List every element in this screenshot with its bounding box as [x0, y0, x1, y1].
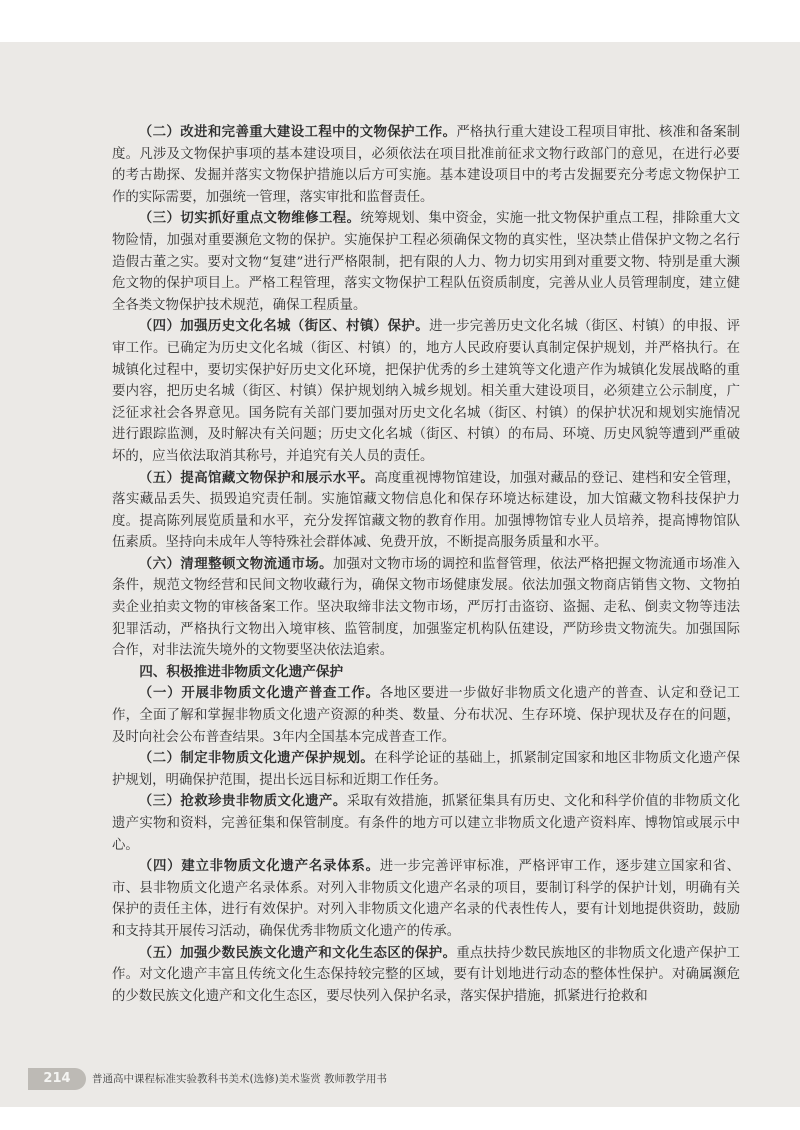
paragraph-lead: （六）清理整顿文物流通市场。: [138, 555, 334, 572]
paragraph-3: [112, 208, 740, 316]
paragraph-5: [112, 468, 740, 554]
book-title: 普通高中课程标准实验教科书美术(选修)美术鉴赏 教师教学用书: [92, 1073, 388, 1085]
document-page: [0, 42, 800, 1107]
paragraph-text: 重点扶持少数民族地区的非物质文化遗产保护工作。对文化遗产丰富且传统文化生态保持较完整的区域，要有计划地进行动态的整体性保护。对确属濒危的少数民族文化遗产和文化生态区，要尽快列入保护名录，落实保护措施，抓紧进行抢救和: [112, 945, 740, 1004]
paragraph-lead: （四）建立非物质文化遗产名录体系。: [138, 858, 380, 875]
paragraph-lead: （五）加强少数民族文化遗产和文化生态区的保护。: [138, 944, 457, 961]
paragraph-text: 采取有效措施，抓紧征集具有历史、文化和科学价值的非物质文化遗产实物和资料，完善征集和保管制度。有条件的地方可以建立非物质文化遗产资料库、博物馆或展示中心。: [112, 794, 741, 853]
paragraph-lead: （一）开展非物质文化遗产普查工作。: [138, 685, 380, 702]
paragraph-ich-3: [112, 791, 740, 856]
paragraph-text: 高度重视博物馆建设，加强对藏品的登记、建档和安全管理，落实藏品丢失、损毁追究责任制。实施馆藏文物信息化和保存环境达标建设，加大馆藏文物科技保护力度。提高陈列展览质量和水平，充分发挥馆藏文物的教育作用。加强博物馆专业人员培养，提高博物馆队伍素质。坚持向未成年人等特殊社会群体减、免费开放，不断提高服务质量和水平。: [112, 470, 741, 551]
paragraph-6: [112, 554, 740, 662]
paragraph-text: 统筹规划、集中资金，实施一批文物保护重点工程，排除重大文物险情，加强对重要濒危文物的保护。实施保护工程必须确保文物的真实性，坚决禁止借保护文物之名行造假古董之实。要对文物“复建”进行严格限制，把有限的人力、物力切实用到对重要文物、特别是重大濒危文物的保护项目上。严格工程管理，落实文物保护工程队伍资质制度，完善从业人员管理制度，建立健全各类文物保护技术规范，确保工程质量。: [112, 211, 740, 313]
paragraph-ich-4: [112, 856, 740, 942]
body-text: [112, 122, 740, 1007]
paragraph-ich-2: [112, 748, 740, 791]
paragraph-text: 加强对文物市场的调控和监督管理，依法严格把握文物流通市场准入条件，规范文物经营和民间文物收藏行为，确保文物市场健康发展。依法加强文物商店销售文物、文物拍卖企业拍卖文物的审核备案工作。坚决取缔非法文物市场，严厉打击盗窃、盗掘、走私、倒卖文物等违法犯罪活动，严格执行文物出入境审核、监管制度，加强鉴定机构队伍建设，严防珍贵文物流失。加强国际合作，对非法流失境外的文物要坚决依法追索。: [112, 556, 741, 659]
paragraph-lead: （二）改进和完善重大建设工程中的文物保护工作。: [138, 124, 457, 140]
paragraph-text: 严格执行重大建设工程项目审批、核准和备案制度。凡涉及文物保护事项的基本建设项目，必须依法在项目批准前征求文物行政部门的意见，在进行必要的考古勘探、发掘并落实文物保护措施以后方可实施。基本建设项目中的考古发掘要充分考虑文物保护工作的实际需要，加强统一管理，落实审批和监督责任。: [112, 125, 740, 205]
page-number: 214: [28, 1068, 86, 1090]
paragraph-lead: （五）提高馆藏文物保护和展示水平。: [138, 469, 375, 486]
paragraph-lead: （二）制定非物质文化遗产保护规划。: [138, 750, 375, 767]
paragraph-lead: （四）加强历史文化名城（街区、村镇）保护。: [138, 318, 430, 335]
paragraph-text: 在科学论证的基础上，抓紧制定国家和地区非物质文化遗产保护规划，明确保护范围，提出长远目标和近期工作任务。: [112, 751, 741, 788]
paragraph-2: [112, 122, 740, 208]
section-heading: 四、积极推进非物质文化遗产保护: [139, 663, 344, 680]
paragraph-text: 进一步完善历史文化名城（街区、村镇）的申报、评审工作。已确定为历史文化名城（街区、村镇）的，地方人民政府要认真制定保护规划，并严格执行。在城镇化过程中，要切实保护好历史文化环境，把保护优秀的乡土建筑等文化遗产作为城镇化发展战略的重要内容，把历史名城（街区、村镇）保护规划纳入城乡规划。相关重大建设项目，必须建立公示制度，广泛征求社会各界意见。国务院有关部门要加强对历史文化名城（街区、村镇）的保护状况和规划实施情况进行跟踪监测，及时解决有关问题；历史文化名城（街区、村镇）的布局、环境、历史风貌等遭到严重破坏的，应当依法取消其称号，并追究有关人员的责任。: [112, 319, 740, 464]
paragraph-text: 各地区要进一步做好非物质文化遗产的普查、认定和登记工作，全面了解和掌握非物质文化遗产资源的种类、数量、分布状况、生存环境、保护现状及存在的问题，及时向社会公布普查结果。3年内全国基本完成普查工作。: [112, 686, 741, 745]
paragraph-lead: （三）切实抓好重点文物维修工程。: [138, 210, 361, 227]
paragraph-text: 进一步完善评审标准，严格评审工作，逐步建立国家和省、市、县非物质文化遗产名录体系。对列入非物质文化遗产名录的项目，要制订科学的保护计划，明确有关保护的责任主体，进行有效保护。对列入非物质文化遗产名录的代表性传人，要有计划地提供资助，鼓励和支持其开展传习活动，确保优秀非物质文化遗产的传承。: [112, 859, 741, 939]
paragraph-lead: （三）抢救珍贵非物质文化遗产。: [138, 793, 347, 810]
paragraph-ich-5: [112, 943, 740, 1008]
paragraph-4: [112, 316, 740, 467]
paragraph-ich-1: [112, 683, 740, 748]
page-footer: [28, 1068, 448, 1090]
